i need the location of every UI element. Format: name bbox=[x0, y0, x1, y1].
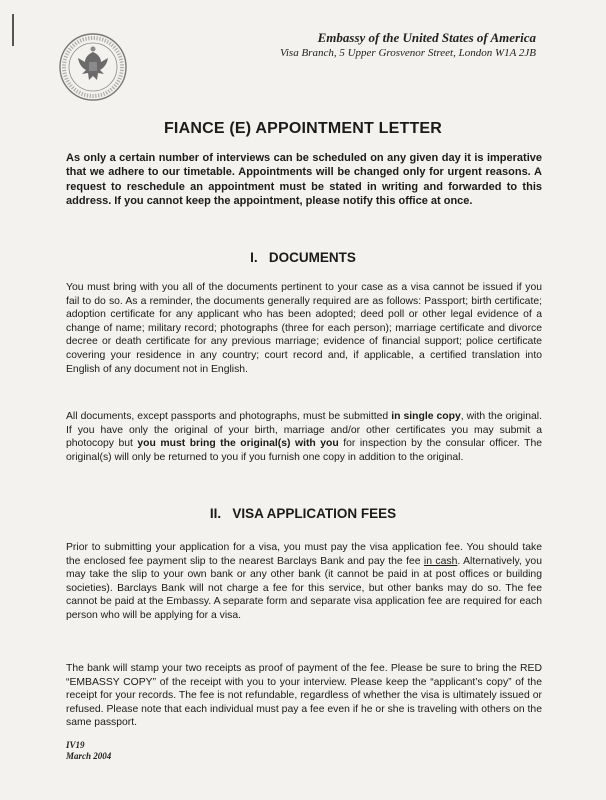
underlined-run: in cash bbox=[423, 555, 458, 567]
documents-paragraph-1: You must bring with you all of the documents pertinent to your case as a visa cannot be issued if you fail to do so. As a reminder, the documents generally required are as follows: Passport; birth certificate; adoption certificate for any applicant who has been adopted; deed poll or other legal evidence of a change of name; military record; photographs (three for each person); marriage certificate and divorce decree or death certificate for any previous marriage; evidence of financial support; police certificate covering your residence in any country; court record and, if applicable, a certified translation into English of any document not in English. bbox=[66, 282, 542, 375]
documents-paragraph-2 bbox=[66, 410, 542, 464]
embassy-address: Visa Branch, 5 Upper Grosvenor Street, London W1A 2JB bbox=[279, 47, 536, 59]
embassy-header bbox=[280, 30, 536, 60]
form-code: IV19 bbox=[66, 740, 85, 750]
bold-run: you must bring the original(s) with you bbox=[137, 438, 339, 450]
section-heading-fees: II. VISA APPLICATION FEES bbox=[209, 506, 397, 521]
bold-run: in single copy bbox=[391, 411, 461, 422]
text-run: Prior to submitting your application for a visa, you must pay the visa application fee. You should take the enclosed fee payment slip to the nearest Barclays Bank and pay the fee bbox=[66, 542, 542, 567]
text-run: . Alternatively, you may take the slip to your own bank or any other bank (it cannot be paid in at post offices or building societies). Barclays Bank will not charge a fee for this service, but other banks may do so. The fee cannot be paid at the Embassy. A separate form and separate visa application fee are required for each person who will be applying for a visa. bbox=[66, 555, 542, 621]
section-heading-documents: I. DOCUMENTS bbox=[250, 250, 356, 265]
text-run: for inspection by the consular officer. The original(s) will only be returned to you if you furnish one copy in addition to the original. bbox=[66, 438, 543, 463]
text-run: All documents, except passports and photographs, must be submitted bbox=[66, 411, 392, 422]
form-date: March 2004 bbox=[66, 751, 112, 761]
embassy-seal-icon bbox=[58, 32, 128, 102]
text-run: , with the original. If you have only the original of your birth, marriage and/or other certificates you may submit a photocopy but bbox=[66, 411, 542, 450]
fees-paragraph-2: The bank will stamp your two receipts as proof of payment of the fee. Please be sure to bring the RED “EMBASSY COPY” of the receipt with you to your interview. Please keep the “applicant’s copy” of the receipt for your records. The fee is not refundable, regardless of whether the visa is ultimately issued or refused. Please note that each individual must pay a fee even if he or she is traveling with others on the same passport. bbox=[66, 663, 542, 729]
embassy-name: Embassy of the United States of America bbox=[317, 30, 536, 45]
page-title: FIANCE (E) APPOINTMENT LETTER bbox=[163, 120, 443, 137]
fees-paragraph-1 bbox=[66, 541, 542, 623]
form-footer bbox=[66, 740, 111, 762]
margin-mark bbox=[12, 14, 14, 46]
intro-paragraph: As only a certain number of interviews can be scheduled on any given day it is imperative that we adhere to our timetable. Appointments will be changed only for urgent reasons. A request to reschedule an appointment must be stated in writing and forwarded to this address. If you cannot keep the appointment, please notify this office at once. bbox=[66, 152, 542, 208]
